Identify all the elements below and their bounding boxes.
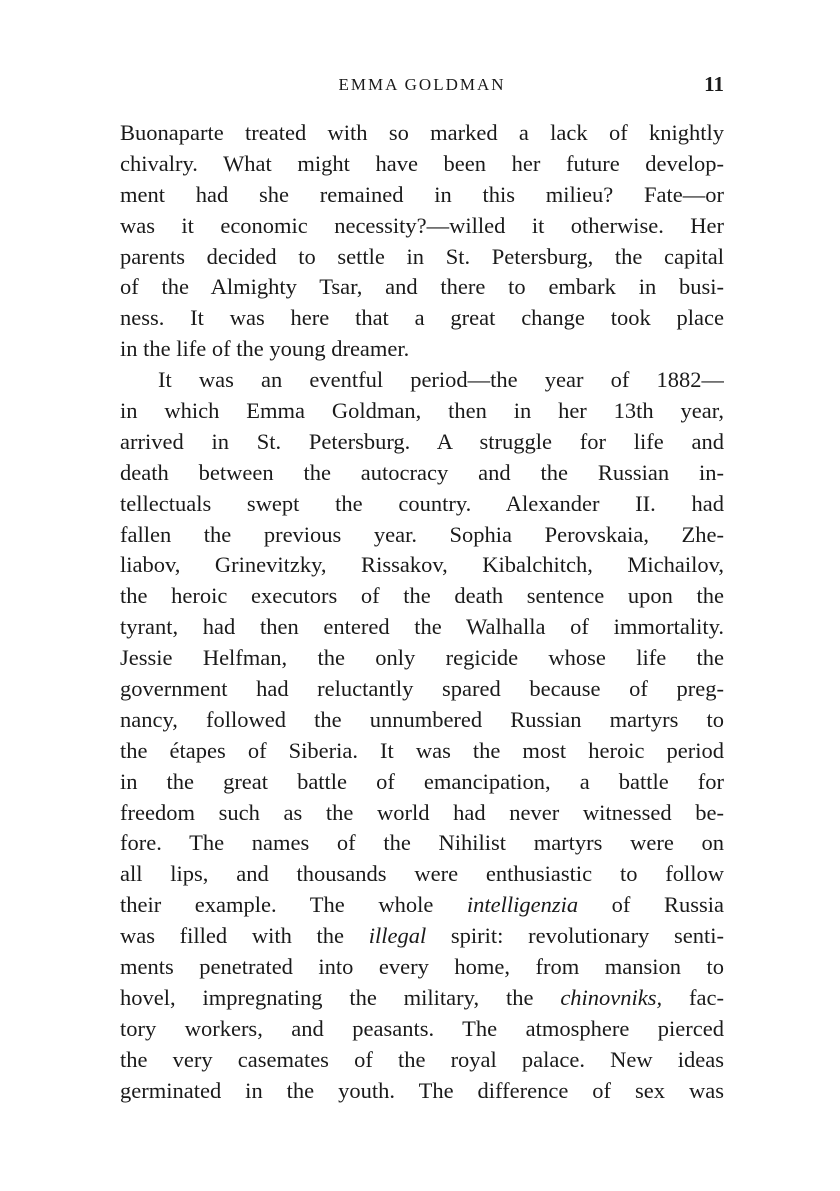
text-line: in which Emma Goldman, then in her 13th year, [120, 398, 724, 424]
text-line: of the Almighty Tsar, and there to embark in busi- [120, 274, 724, 300]
italic-term: illegal [368, 923, 427, 949]
italic-term: intelligenzia [466, 892, 579, 918]
text-line: It was an eventful period—the year of 1882— [158, 367, 724, 393]
text-line: germinated in the youth. The difference of sex was [120, 1077, 724, 1103]
text-line: was it economic necessity?—willed it otherwise. Her [120, 212, 724, 238]
text-line: tory workers, and peasants. The atmosphere pierced [120, 1015, 724, 1041]
text-line: Jessie Helfman, the only regicide whose life the [120, 645, 724, 671]
text-line: ments penetrated into every home, from mansion to [120, 954, 724, 980]
text-line: liabov, Grinevitzky, Rissakov, Kibalchitch, Michailov, [120, 552, 724, 578]
text-line: ment had she remained in this milieu? Fate—or [120, 181, 724, 207]
text-fragment: spirit: revolutionary senti- [426, 923, 724, 949]
text-line: arrived in St. Petersburg. A struggle for life and [120, 428, 724, 454]
text-fragment: of Russia [578, 892, 724, 918]
text-line: ness. It was here that a great change took place [120, 305, 724, 331]
text-line: fallen the previous year. Sophia Perovskaia, Zhe- [120, 521, 724, 547]
text-line: in the life of the young dreamer. [120, 336, 410, 362]
running-head [120, 72, 724, 102]
text-line: Buonaparte treated with so marked a lack of knightly [120, 120, 724, 145]
text-line: tellectuals swept the country. Alexander II. had [120, 490, 724, 516]
text-line: the heroic executors of the death sentence upon the [120, 583, 724, 609]
text-line: government had reluctantly spared because of preg- [120, 676, 724, 702]
running-title: EMMA GOLDMAN [338, 75, 506, 94]
text-line: tyrant, had then entered the Walhalla of immortality. [120, 614, 724, 640]
text-fragment: fac- [662, 984, 724, 1010]
text-line: fore. The names of the Nihilist martyrs were on [120, 830, 724, 856]
text-line: chivalry. What might have been her future develop- [120, 150, 724, 176]
text-line: death between the autocracy and the Russian in- [120, 459, 724, 485]
text-line: all lips, and thousands were enthusiastic to follow [120, 861, 724, 887]
text-fragment: was filled with the [120, 923, 369, 949]
text-line [120, 983, 724, 1014]
text-line: in the great battle of emancipation, a battle for [120, 768, 724, 794]
text-line: parents decided to settle in St. Petersburg, the capital [120, 243, 724, 269]
text-fragment: their example. The whole [120, 892, 467, 918]
page-number: 11 [704, 72, 724, 96]
text-line: nancy, followed the unnumbered Russian martyrs to [120, 706, 724, 732]
text-line [120, 890, 724, 921]
text-line: freedom such as the world had never witnessed be- [120, 799, 724, 825]
italic-term: chinovniks, [560, 984, 663, 1010]
text-fragment: hovel, impregnating the military, the [120, 984, 561, 1010]
text-line [120, 921, 724, 952]
text-line: the very casemates of the royal palace. New ideas [120, 1046, 724, 1072]
body-text [120, 118, 724, 1107]
text-line: the étapes of Siberia. It was the most heroic period [120, 737, 724, 763]
